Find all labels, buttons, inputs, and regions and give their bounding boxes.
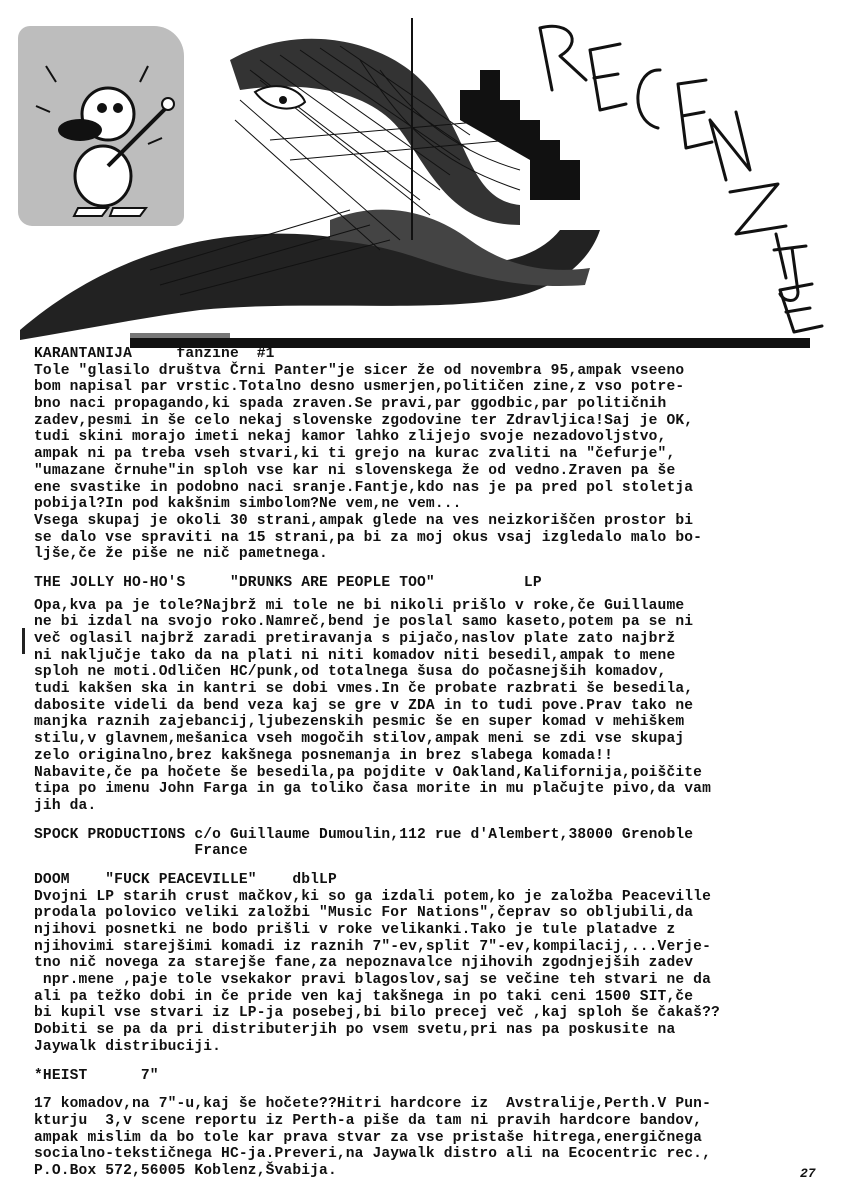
- review-heading: KARANTANIJA fanzine #1: [34, 346, 275, 362]
- review-line: npr.mene ,paje tole vsekakor pravi blagoslov,saj se večine teh stvari ne da: [34, 972, 711, 989]
- review-line: Vsega skupaj je okoli 30 strani,ampak glede na ves neizkoriščen prostor bi: [34, 512, 694, 529]
- review-line: P.O.Box 572,56005 Koblenz,Švabija.: [34, 1162, 337, 1179]
- review-line: sploh ne moti.Odličen HC/punk,od totalnega šusa do počasnejših komadov,: [34, 664, 667, 681]
- review-line: njihovi posnetki ne bodo prišli v roke velikanki.Tako je tule platadve z: [34, 922, 676, 938]
- review-jolly-ho-hos: [34, 575, 824, 860]
- review-line: tipa po imenu John Farga in ga toliko časa morite in mu plačujte pivo,da vam: [34, 781, 711, 798]
- review-line: ene svastike in podobno naci sranje.Fantje,kdo nas je pa pred pol stoletja: [34, 479, 694, 496]
- header-illustration: [0, 0, 849, 350]
- recenzije-text: RECENZIJE: [530, 20, 536, 21]
- review-line: Jaywalk distribuciji.: [34, 1038, 222, 1055]
- review-line: več oglasil najbrž zaradi pretiravanja s pijačo,naslov plate zato najbrž: [34, 631, 676, 647]
- review-line: Tole "glasilo društva Črni Panter"je sicer že od novembra 95,ampak vseeno: [34, 362, 685, 379]
- review-line: bom napisal par vrstic.Totalno desno usmerjen,političen zine,z vso potre-: [34, 379, 685, 396]
- duck-logo-box: [18, 26, 184, 226]
- review-line: bi kupil vse stvari iz LP-ja posebej,bi bilo precej več ,kaj sploh še čakaš??: [34, 1005, 720, 1022]
- review-line: ni naključje tako da na plati ni niti komadov niti besedil,ampak to mene: [34, 647, 676, 664]
- review-line: dabosite videli da bend veza kaj se gre v ZDA in to tudi pove.Prav tako ne: [34, 697, 694, 714]
- margin-mark: [22, 628, 25, 654]
- review-line: tudi kakšen ska in kantri se dobi vmes.In če probate razbrati še besedila,: [34, 681, 694, 698]
- duck-icon: [18, 26, 184, 226]
- review-line: Opa,kva pa je tole?Najbrž mi tole ne bi nikoli prišlo v roke,če Guillaume: [34, 597, 685, 614]
- review-line: Nabavite,če pa hočete še besedila,pa pojdite v Oakland,Kalifornija,poiščite: [34, 764, 703, 781]
- review-line: ljše,če že piše ne nič pametnega.: [34, 546, 328, 563]
- review-line: stilu,v glavnem,mešanica vseh mogočih stilov,ampak meni se zdi vse skupaj: [34, 731, 685, 748]
- review-line: "umazane črnuhe"in sploh vse kar ni slovenskega že od vedno.Zraven pa še: [34, 462, 676, 479]
- review-line: manjka raznih zajebancij,ljubezenskih pesmic še en super komad v mehiškem: [34, 714, 685, 731]
- review-line: zelo originalno,brez kakšnega posnemanja in brez slabega komada!!: [34, 747, 613, 764]
- review-line: ali pa težko dobi in če pride ven kaj takšnega in po taki ceni 1500 SIT,če: [34, 988, 694, 1005]
- review-line: se dalo vse spraviti na 15 strani,pa bi za moj okus vsaj izgledalo malo bo-: [34, 529, 703, 546]
- review-line: ampak mislim da bo tole kar prava stvar za vse pristaše hitrega,energičnega: [34, 1129, 703, 1146]
- review-line: Dobiti se pa da pri distributerjih po vsem svetu,pri nas pa poskusite na: [34, 1022, 676, 1039]
- review-line: prodala polovico veliki založbi "Music For Nations",čeprav so obljubili,da: [34, 905, 694, 922]
- label-address: France: [34, 843, 248, 860]
- review-heist: [34, 1068, 824, 1180]
- review-line: tno nič novega za starejše fane,za nepoznavalce njihovih zgodnjejših zadev: [34, 955, 694, 972]
- review-heading: DOOM "FUCK PEACEVILLE" dblLP: [34, 871, 337, 888]
- review-line: tudi skini morajo imeti nekaj kamor lahko zlijejo svoje nezadovoljstvo,: [34, 429, 667, 446]
- review-line: ne bi izdal na svojo roko.Namreč,bend je poslal samo kaseto,potem pa se ni: [34, 614, 694, 631]
- review-doom: [34, 872, 824, 1056]
- review-line: Dvojni LP starih crust mačkov,ki so ga izdali potem,ko je založba Peaceville: [34, 888, 711, 905]
- review-line: socialno-tekstičnega HC-ja.Preveri,na Jaywalk distro ali na Ecocentric rec.,: [34, 1146, 711, 1163]
- review-line: kturju 3,v scene reportu iz Perth-a piše da tam ni pravih hardcore bandov,: [34, 1112, 703, 1129]
- recenzije-heading: [530, 20, 830, 340]
- review-heading: *HEIST 7": [34, 1067, 159, 1084]
- review-line: 17 komadov,na 7"-u,kaj še hočete??Hitri hardcore iz Avstralije,Perth.V Pun-: [34, 1096, 711, 1113]
- reviews-column: [34, 346, 824, 1180]
- review-line: ampak ni pa treba vseh stvari,ki ti grejo na kurac zvaliti na "čefurje",: [34, 446, 676, 463]
- review-line: jih da.: [34, 797, 97, 814]
- review-line: njihovimi starejšimi komadi iz raznih 7"-ev,split 7"-ev,kompilacij,...Verje-: [34, 938, 711, 955]
- review-line: bno naci propagando,ki spada zraven.Se pravi,par ggodbic,par političnih: [34, 396, 667, 413]
- review-heading: THE JOLLY HO-HO'S "DRUNKS ARE PEOPLE TOO" LP: [34, 574, 542, 591]
- review-line: zadev,pesmi in še celo nekaj slovenske zgodovine ter Zdravljica!Saj je OK,: [34, 412, 694, 429]
- recenzije-lettering: [530, 20, 830, 340]
- review-karantanija: [34, 346, 824, 563]
- review-line: pobijal?In pod kakšnim simbolom?Ne vem,ne vem...: [34, 496, 462, 513]
- page-number: 27: [800, 1166, 816, 1181]
- label-address: SPOCK PRODUCTIONS c/o Guillaume Dumoulin,112 rue d'Alembert,38000 Grenoble: [34, 826, 694, 843]
